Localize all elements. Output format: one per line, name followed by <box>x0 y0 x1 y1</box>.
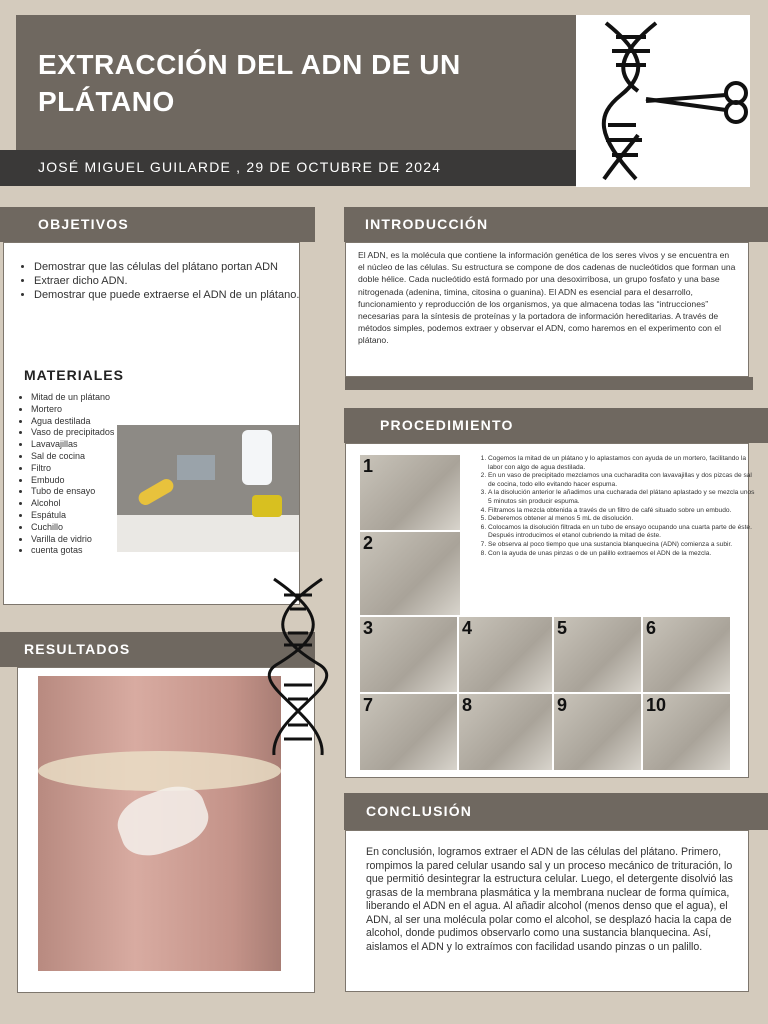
procedimiento-steps <box>474 455 756 558</box>
list-item: 7. Se observa al poco tiempo que una sustancia blanquecina (ADN) comienza a subir. <box>488 541 756 550</box>
result-photo <box>38 676 281 971</box>
introduccion-shadow-bar <box>345 377 753 390</box>
materiales-heading: MATERIALES <box>24 367 124 383</box>
list-item: • Cuchillo <box>31 522 131 534</box>
list-item: • Espátula <box>31 510 131 522</box>
step-number: 7 <box>363 695 374 715</box>
introduccion-heading: INTRODUCCIÓN <box>365 216 489 232</box>
procedimiento-heading: PROCEDIMIENTO <box>380 417 514 433</box>
step-photo <box>643 694 730 770</box>
list-item: • Sal de cocina <box>31 451 131 463</box>
introduccion-text: El ADN, es la molécula que contiene la información genética de los seres vivos y se encuentra en el núcleo de las células. Su estructura se compone de dos cadenas de nucleótidos que forman una doble hélice. Cada nucleótido está formado por una desoxirribosa, un grupo fosfato y una base nitrogenada (adenina, timina, citosina o guanina). El ADN es esencial para el desarrollo, funcionamiento y reproducción de los organismos, ya que almacena todas las “intrucciones” necesarias para la síntesis de proteínas y la portadora de información hereditarias. A través de métodos simples, podemos extraer y observar el ADN, como haremos en el experimento con el plátano. <box>358 250 736 346</box>
step-number: 3 <box>363 618 374 638</box>
list-item: 3. A la disolución anterior le añadimos una cucharada del plátano aplastado y se mezcla unos 5 minutos sin producir espuma. <box>488 489 756 506</box>
list-item: • cuenta gotas <box>31 545 131 557</box>
step-photo <box>459 694 552 770</box>
objetivos-list <box>18 260 304 302</box>
step-number: 2 <box>363 533 374 553</box>
step-number: 4 <box>462 618 473 638</box>
logo-box <box>576 15 750 187</box>
list-item: • Embudo <box>31 475 131 487</box>
list-item: • Mitad de un plátano <box>31 392 131 404</box>
conclusion-text: En conclusión, logramos extraer el ADN de las células del plátano. Primero, rompimos la pared celular usando sal y un proceso mecánico de trituración, lo que permitió desintegrar la estructura celular. Luego, el detergente disolvió las grasas de la membrana plasmática y la membrana nuclear de forma química, liberando el ADN en el agua. Al añadir alcohol (menos denso que el agua), el ADN, al ser una molécula polar como el alcohol, se desplazó hacia la capa de alcohol, donde pudimos observarlo como una sustancia blanquecina. Así, aislamos el ADN y lo extraímos con facilidad usando pinzas o un palillo. <box>366 846 733 953</box>
step-number: 5 <box>557 618 568 638</box>
materiales-list <box>15 392 131 557</box>
list-item: • Extraer dicho ADN. <box>34 274 304 288</box>
step-photo <box>360 617 457 692</box>
page-title: EXTRACCIÓN DEL ADN DE UN PLÁTANO <box>38 49 461 117</box>
step-photo <box>554 694 641 770</box>
step-number: 6 <box>646 618 657 638</box>
author-line: JOSÉ MIGUEL GUILARDE , 29 DE OCTUBRE DE 2024 <box>38 159 442 175</box>
list-item: • Tubo de ensayo <box>31 486 131 498</box>
objetivos-heading: OBJETIVOS <box>38 216 129 232</box>
list-item: 2. En un vaso de precipitado mezclamos una cucharadita con lavavajillas y dos pizcas de sal de cocina, todo ello evitando hacer espuma. <box>488 472 756 489</box>
list-item: • Alcohol <box>31 498 131 510</box>
conclusion-heading: CONCLUSIÓN <box>366 803 473 819</box>
list-item: 1. Cogemos la mitad de un plátano y lo aplastamos con ayuda de un mortero, facilitando la labor con algo de agua destilada. <box>488 455 756 472</box>
step-photo <box>554 617 641 692</box>
step-photo <box>360 455 460 530</box>
list-item: • Lavavajillas <box>31 439 131 451</box>
list-item: • Varilla de vidrio <box>31 534 131 546</box>
dna-helix-icon <box>266 575 330 759</box>
dna-scissors-icon <box>576 15 750 187</box>
list-item: 4. Filtramos la mezcla obtenida a través de un filtro de café situado sobre un embudo. <box>488 507 756 516</box>
step-number: 10 <box>646 695 667 715</box>
list-item: 8. Con la ayuda de unas pinzas o de un palillo extraemos el ADN de la mezcla. <box>488 550 756 559</box>
step-photo <box>643 617 730 692</box>
step-number: 1 <box>363 456 374 476</box>
step-photo <box>360 532 460 615</box>
resultados-heading: RESULTADOS <box>24 641 131 657</box>
step-photo <box>459 617 552 692</box>
list-item: • Mortero <box>31 404 131 416</box>
list-item: • Agua destilada <box>31 416 131 428</box>
list-item: 6. Colocamos la disolución filtrada en un tubo de ensayo ocupando una cuarta parte de éste. Después introducimos el etanol cubriendo la mitad de éste. <box>488 524 756 541</box>
list-item: 5. Deberemos obtener al menos 5 mL de disolución. <box>488 515 756 524</box>
list-item: • Filtro <box>31 463 131 475</box>
step-number: 9 <box>557 695 568 715</box>
materials-photo <box>117 425 299 552</box>
step-number: 8 <box>462 695 473 715</box>
list-item: • Demostrar que puede extraerse el ADN de un plátano. <box>34 288 304 302</box>
step-photo <box>360 694 457 770</box>
list-item: • Demostrar que las células del plátano portan ADN <box>34 260 304 274</box>
list-item: • Vaso de precipitados <box>31 427 131 439</box>
